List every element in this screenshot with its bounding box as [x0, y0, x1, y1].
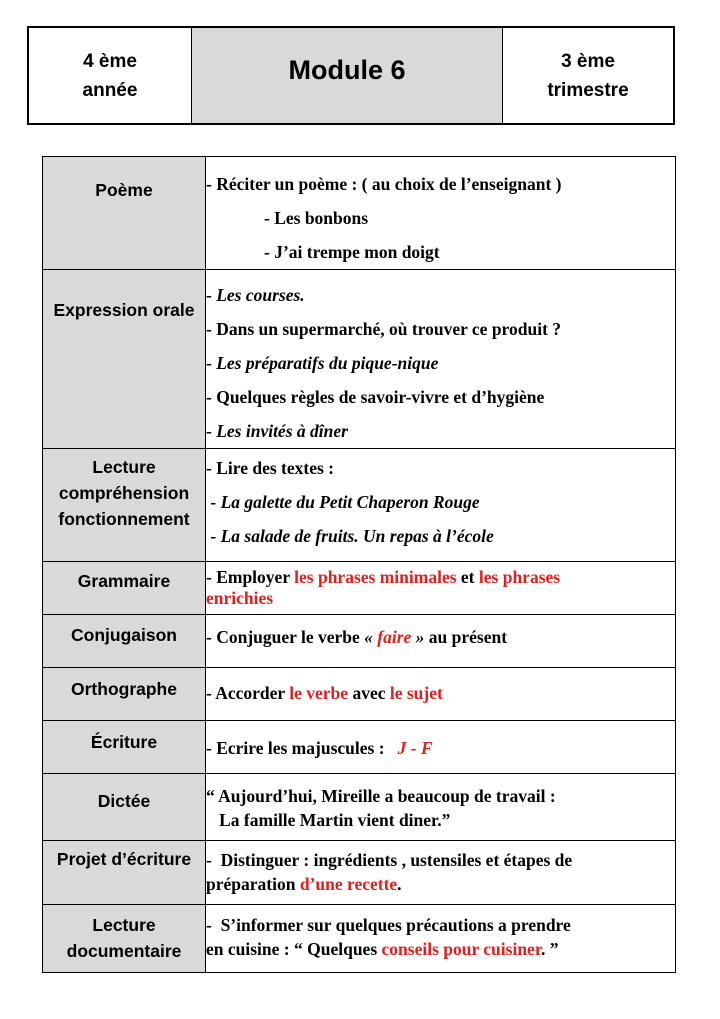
content-text: - Lire des textes : [206, 458, 334, 478]
content-text: - Accorder [206, 683, 290, 703]
subject-label: Lecture [92, 457, 156, 477]
content-text: - Quelques règles de savoir-vivre et d’hygiène [206, 387, 545, 407]
table-row [43, 449, 676, 562]
subject-label-cell [43, 562, 206, 615]
content-line [206, 414, 675, 448]
subject-label: Écriture [90, 732, 158, 752]
highlight-text: faire [377, 627, 412, 647]
subject-content-cell [206, 774, 676, 841]
highlight-text: d’une recette [299, 874, 398, 894]
module-cell [192, 28, 503, 123]
subject-label: Dictée [97, 791, 151, 811]
content-text: - [206, 285, 217, 305]
subject-label: Expression orale [53, 300, 195, 320]
highlight-text: le sujet [389, 683, 443, 703]
subject-label-cell [43, 721, 206, 774]
subject-label: Orthographe [71, 679, 177, 699]
subject-label: compréhension [58, 483, 190, 503]
content-line [206, 451, 675, 485]
content-line [206, 167, 675, 201]
table-row [43, 157, 676, 270]
content-line [206, 736, 675, 760]
subject-label-cell [43, 774, 206, 841]
content-line [206, 201, 675, 235]
content-text: » [411, 627, 425, 647]
subject-label: fonctionnement [58, 509, 190, 529]
content-line [206, 278, 675, 312]
level-cell [29, 28, 192, 123]
content-line [206, 913, 675, 937]
content-text: avec [348, 683, 390, 703]
module-title: Module 6 [288, 55, 406, 85]
content-text: “ Aujourd’hui, Mireille a beaucoup de travail : [206, 786, 556, 806]
content-text: préparation [206, 874, 300, 894]
content-text: - Les bonbons [264, 208, 369, 228]
content-text: - [206, 492, 221, 512]
content-line [206, 848, 675, 872]
term-line1: 3 ème [561, 50, 615, 72]
content-text: - Distinguer : ingrédients , ustensiles et étapes de [206, 850, 573, 870]
subject-label-cell [43, 668, 206, 721]
content-text: - Ecrire les majuscules : [206, 738, 398, 758]
content-text: . ” [541, 939, 559, 959]
content-text: La galette du Petit Chaperon Rouge [220, 492, 480, 512]
header-box [27, 26, 675, 125]
table-row [43, 270, 676, 449]
subject-content-cell [206, 721, 676, 774]
table-row [43, 721, 676, 774]
subject-label: documentaire [66, 941, 182, 961]
subject-label-cell [43, 157, 206, 270]
subject-label: Poème [95, 180, 153, 200]
content-text: Les préparatifs du pique-nique [216, 353, 439, 373]
content-line [206, 312, 675, 346]
subject-label: Conjugaison [71, 625, 177, 645]
subject-label: Grammaire [77, 571, 171, 591]
content-line [206, 681, 675, 705]
content-text: - Employer [206, 567, 295, 587]
content-text: - [206, 421, 217, 441]
content-text: - S’informer sur quelques précautions a prendre [206, 915, 571, 935]
table-row [43, 774, 676, 841]
content-text: « [364, 627, 378, 647]
content-line [206, 519, 675, 553]
content-line [206, 625, 675, 649]
term-cell [503, 28, 673, 123]
content-line [206, 485, 675, 519]
content-text: - Réciter un poème : ( au choix de l’enseignant ) [206, 174, 562, 194]
content-text: au présent [424, 627, 508, 647]
content-line [206, 346, 675, 380]
subject-label-cell [43, 615, 206, 668]
content-line [206, 872, 675, 896]
highlight-text: les phrases [478, 567, 561, 587]
content-line [206, 588, 675, 609]
level-line1: 4 ème [83, 50, 137, 72]
content-line [206, 380, 675, 414]
content-text: Les invités à dîner [216, 421, 348, 441]
table-row [43, 562, 676, 615]
table-row [43, 841, 676, 905]
subject-content-cell [206, 157, 676, 270]
subject-content-cell [206, 905, 676, 973]
content-text: en cuisine : “ Quelques [206, 939, 382, 959]
subject-label-cell [43, 841, 206, 905]
subject-label-cell [43, 270, 206, 449]
table-row [43, 615, 676, 668]
highlight-text: le verbe [289, 683, 349, 703]
content-text: - Dans un supermarché, où trouver ce produit ? [206, 319, 562, 339]
subject-content-cell [206, 562, 676, 615]
table-row [43, 905, 676, 973]
subject-label-cell [43, 905, 206, 973]
level-line2: année [82, 79, 138, 101]
highlight-text: enrichies [206, 588, 274, 608]
subject-content-cell [206, 668, 676, 721]
content-text: Les courses. [216, 285, 305, 305]
subject-content-cell [206, 270, 676, 449]
content-text: - [206, 353, 217, 373]
content-text: . [397, 874, 402, 894]
content-line [206, 937, 675, 961]
content-text: et [456, 567, 479, 587]
content-line [206, 784, 675, 808]
highlight-text: conseils pour cuisiner [381, 939, 541, 959]
highlight-text: les phrases minimales [294, 567, 457, 587]
subject-content-cell [206, 615, 676, 668]
table-row [43, 668, 676, 721]
content-text: - J’ai trempe mon doigt [264, 242, 440, 262]
content-line [206, 567, 675, 588]
content-text: La famille Martin vient diner.” [206, 810, 451, 830]
subject-content-cell [206, 449, 676, 562]
content-text: - [206, 526, 221, 546]
highlight-text: J - F [397, 738, 433, 758]
program-table [42, 156, 676, 973]
content-line [206, 235, 675, 269]
subject-label-cell [43, 449, 206, 562]
subject-label: Projet d’écriture [56, 849, 192, 869]
content-line [206, 808, 675, 832]
content-text: La salade de fruits. Un repas à l’école [220, 526, 494, 546]
content-text: - Conjuguer le verbe [206, 627, 365, 647]
subject-label: Lecture [92, 915, 156, 935]
term-line2: trimestre [547, 79, 629, 101]
subject-content-cell [206, 841, 676, 905]
